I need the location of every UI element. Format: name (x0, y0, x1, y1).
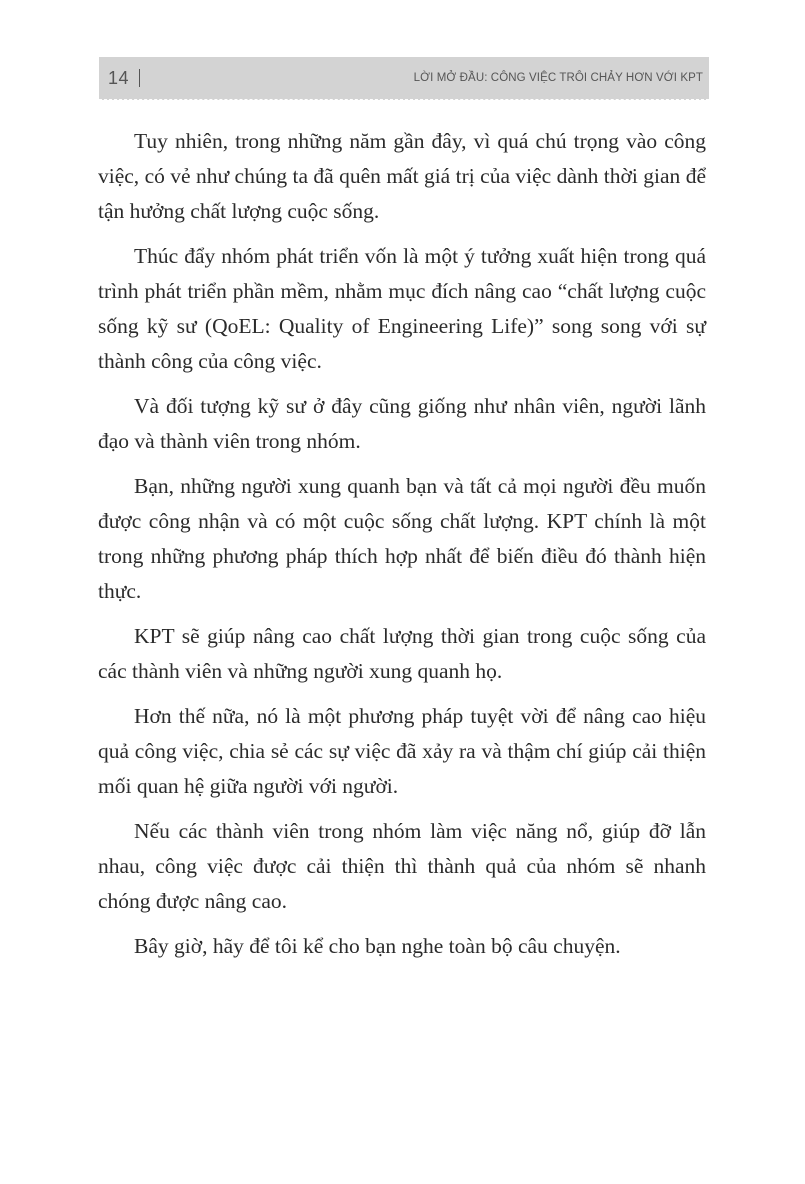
body-text (98, 124, 706, 974)
paragraph: Bây giờ, hãy để tôi kể cho bạn nghe toàn bộ câu chuyện. (134, 934, 621, 958)
page-number: 14 (108, 67, 130, 88)
paragraph: Hơn thế nữa, nó là một phương pháp tuyệt vời để nâng cao hiệu quả công việc, chia sẻ các sự việc đã xảy ra và thậm chí giúp cải thiện mối quan hệ giữa người với người. (98, 704, 706, 798)
paragraph: Và đối tượng kỹ sư ở đây cũng giống như nhân viên, người lãnh đạo và thành viên trong nhóm. (98, 394, 706, 453)
paragraph: KPT sẽ giúp nâng cao chất lượng thời gian trong cuộc sống của các thành viên và những người xung quanh họ. (98, 624, 706, 683)
running-header (99, 57, 709, 100)
paragraph: Thúc đẩy nhóm phát triển vốn là một ý tưởng xuất hiện trong quá trình phát triển phần mềm, nhằm mục đích nâng cao “chất lượng cuộc sống kỹ sư (QoEL: Quality of Engineering Life)” song song với sự thành công của công việc. (98, 244, 706, 373)
paragraph: Bạn, những người xung quanh bạn và tất cả mọi người đều muốn được công nhận và có một cuộc sống chất lượng. KPT chính là một trong những phương pháp thích hợp nhất để biến điều đó thành hiện thực. (98, 474, 706, 603)
paragraph: Nếu các thành viên trong nhóm làm việc năng nổ, giúp đỡ lẫn nhau, công việc được cải thiện thì thành quả của nhóm sẽ nhanh chóng được nâng cao. (98, 819, 706, 913)
running-title: LỜI MỞ ĐẦU: CÔNG VIỆC TRÔI CHẢY HƠN VỚI KPT (413, 72, 703, 84)
paragraph: Tuy nhiên, trong những năm gần đây, vì quá chú trọng vào công việc, có vẻ như chúng ta đã quên mất giá trị của việc dành thời gian để tận hưởng chất lượng cuộc sống. (98, 129, 706, 223)
header-divider (139, 69, 140, 87)
